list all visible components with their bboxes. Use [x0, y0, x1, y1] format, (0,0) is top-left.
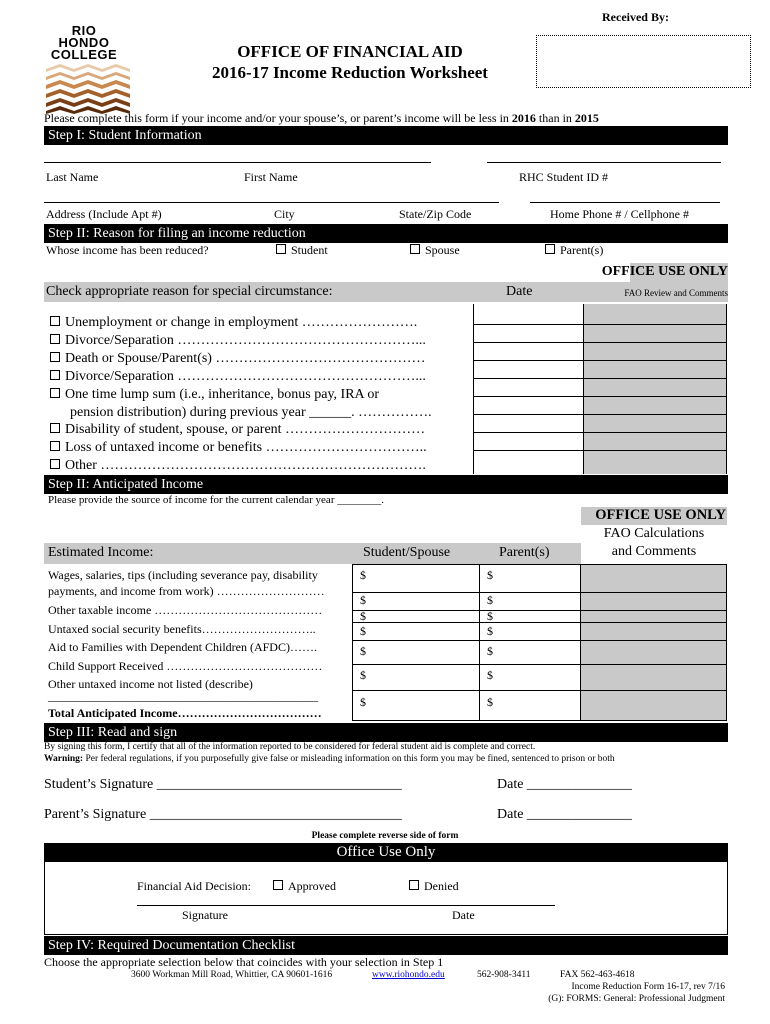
check-reason-label: Check appropriate reason for special circumstance: — [46, 284, 333, 299]
option-spouse[interactable]: Spouse — [410, 243, 460, 258]
student-date-line[interactable]: Date _______________ — [497, 777, 632, 792]
student-spouse-col: Student/Spouse — [363, 545, 451, 560]
reason-checkbox[interactable] — [50, 388, 60, 398]
student-wages-field[interactable]: $ — [360, 568, 366, 582]
warning-text: Warning: Per federal regulations, if you purposefully give false or misleading information on this form you may be fined, sentenced to prison or both — [44, 754, 615, 764]
income-row-labels — [48, 567, 348, 704]
phone-label: Home Phone # / Cellphone # — [550, 207, 689, 221]
parent-afdc-field[interactable]: $ — [487, 624, 493, 638]
worksheet-title: 2016-17 Income Reduction Worksheet — [212, 63, 488, 82]
received-by-label: Received By: — [602, 10, 669, 24]
option-parents[interactable]: Parent(s) — [545, 243, 603, 258]
parents-col: Parent(s) — [499, 545, 550, 560]
footer-address: 3600 Workman Mill Road, Whittier, CA 90601-1616 — [131, 970, 333, 980]
reason-lump-sum-continued: pension distribution) during previous year ______. ……………. — [70, 404, 432, 420]
income-wages-cont: payments, and income from work) ……………………… — [48, 584, 325, 598]
parent-wages-field[interactable]: $ — [487, 568, 493, 582]
office-signature-label: Signature — [182, 908, 228, 922]
reason-other[interactable]: Other ……………………………………………………………. — [50, 457, 470, 475]
student-checkbox[interactable] — [276, 244, 286, 254]
reason-checkbox[interactable] — [50, 459, 60, 469]
office-signature-line[interactable] — [137, 905, 555, 906]
reasons-list — [50, 314, 470, 475]
reason-office-grid — [473, 304, 727, 474]
logo-line-2: HONDO — [58, 35, 110, 50]
income-wages: Wages, salaries, tips (including severance pay, disability — [48, 568, 318, 582]
city-label: City — [274, 207, 295, 221]
parent-signature-line[interactable]: Parent’s Signature ____________________________________ — [44, 807, 402, 822]
reason-divorce-1[interactable]: Divorce/Separation ……………………………………………... — [50, 332, 470, 350]
income-other-untaxed: Other untaxed income not listed (describe) — [48, 677, 253, 691]
date-col-label: Date — [506, 284, 533, 299]
reason-checkbox[interactable] — [50, 352, 60, 362]
reverse-side-note: Please complete reverse side of form — [311, 831, 459, 841]
parent-social-security-field[interactable]: $ — [487, 609, 493, 623]
last-first-name-line[interactable] — [44, 162, 431, 163]
reason-lump-sum[interactable]: One time lump sum (i.e., inheritance, bonus pay, IRA or — [50, 386, 470, 404]
decision-label: Financial Aid Decision: — [137, 879, 251, 893]
fao-review-label: FAO Review and Comments — [624, 288, 728, 298]
college-logo — [44, 25, 134, 115]
office-use-label-2: OFFICE USE ONLY — [595, 507, 726, 523]
step4-header: Step IV: Required Documentation Checklist — [44, 936, 728, 955]
received-by-box[interactable] — [536, 35, 751, 88]
income-other-taxable: Other taxable income …………………………………… — [48, 603, 323, 617]
step4-subtitle: Choose the appropriate selection below that coincides with your selection in Step 1 — [44, 955, 444, 969]
income-child-support: Child Support Received ………………………………… — [48, 659, 323, 673]
total-income-label: Total Anticipated Income……………………………… — [48, 706, 322, 720]
student-other-untaxed-field[interactable]: $ — [360, 668, 366, 682]
logo-line-1: RIO — [71, 23, 97, 38]
student-id-line[interactable] — [487, 162, 721, 163]
reason-checkbox[interactable] — [50, 370, 60, 380]
office-title: OFFICE OF FINANCIAL AID — [237, 42, 463, 61]
income-describe-line: _____________________________________________ — [48, 689, 318, 703]
approved-checkbox[interactable] — [273, 880, 283, 890]
step1-header: Step I: Student Information — [44, 126, 728, 145]
state-zip-label: State/Zip Code — [399, 207, 472, 221]
decision-denied[interactable]: Denied — [409, 879, 459, 894]
phone-line[interactable] — [530, 202, 720, 203]
student-child-support-field[interactable]: $ — [360, 644, 366, 658]
student-id-label: RHC Student ID # — [519, 170, 609, 184]
step3-header: Step III: Read and sign — [44, 723, 728, 742]
reason-checkbox[interactable] — [50, 334, 60, 344]
income-grid — [352, 564, 727, 720]
footer-phone: 562-908-3411 — [477, 970, 531, 980]
anticipated-prompt: Please provide the source of income for the current calendar year ________. — [48, 494, 384, 506]
student-signature-line[interactable]: Student’s Signature ___________________________________ — [44, 777, 402, 792]
student-social-security-field[interactable]: $ — [360, 609, 366, 623]
reason-unemployment[interactable]: Unemployment or change in employment ……………………. — [50, 314, 470, 332]
estimated-income-label: Estimated Income: — [48, 545, 154, 560]
footer-url[interactable] — [372, 970, 445, 980]
income-social-security: Untaxed social security benefits……………………….. — [48, 622, 316, 636]
logo-waves-icon — [44, 63, 134, 115]
website-link[interactable]: www.riohondo.edu — [372, 970, 445, 980]
last-name-label: Last Name — [46, 170, 99, 184]
fao-calc-label-2: and Comments — [611, 544, 697, 559]
fao-calc-label-1: FAO Calculations — [603, 526, 705, 541]
decision-approved[interactable]: Approved — [273, 879, 336, 894]
reason-disability[interactable]: Disability of student, spouse, or parent ………………………… — [50, 421, 470, 439]
denied-checkbox[interactable] — [409, 880, 419, 890]
office-use-box-header: Office Use Only — [44, 843, 728, 862]
footer-fax: FAX 562-463-4618 — [560, 970, 635, 980]
spouse-checkbox[interactable] — [410, 244, 420, 254]
anticipated-header: Step II: Anticipated Income — [44, 475, 728, 494]
logo-line-3: COLLEGE — [50, 47, 118, 62]
whose-income-label: Whose income has been reduced? — [46, 243, 209, 257]
reason-checkbox[interactable] — [50, 423, 60, 433]
reason-death[interactable]: Death or Spouse/Parent(s) ……………………………………… — [50, 350, 470, 368]
parent-child-support-field[interactable]: $ — [487, 644, 493, 658]
address-label: Address (Include Apt #) — [46, 207, 162, 221]
instruction-text: Please complete this form if your income and/or your spouse’s, or parent’s income will be less in 2016 than in 2015 — [44, 111, 599, 125]
income-afdc: Aid to Families with Dependent Children (AFDC)……. — [48, 640, 317, 654]
office-date-label: Date — [452, 908, 475, 922]
parent-total-field[interactable]: $ — [487, 695, 493, 709]
footer-path: (G): FORMS: General: Professional Judgment — [548, 994, 725, 1004]
student-total-field[interactable]: $ — [360, 695, 366, 709]
student-afdc-field[interactable]: $ — [360, 624, 366, 638]
reason-header-area — [44, 262, 728, 302]
step2-header: Step II: Reason for filing an income reduction — [44, 224, 728, 243]
parents-checkbox[interactable] — [545, 244, 555, 254]
reason-checkbox[interactable] — [50, 316, 60, 326]
office-use-label: OFFICE USE ONLY — [601, 264, 728, 279]
address-line[interactable] — [44, 202, 499, 203]
first-name-label: First Name — [244, 170, 298, 184]
parent-date-line[interactable]: Date _______________ — [497, 807, 632, 822]
parent-other-untaxed-field[interactable]: $ — [487, 668, 493, 682]
parent-other-taxable-field[interactable]: $ — [487, 593, 493, 607]
certify-text: By signing this form, I certify that all of the information reported to be considered for federal student aid is complete and correct. — [44, 742, 536, 752]
reason-checkbox[interactable] — [50, 441, 60, 451]
footer-form-id: Income Reduction Form 16-17, rev 7/16 — [571, 982, 725, 992]
student-other-taxable-field[interactable]: $ — [360, 593, 366, 607]
option-student[interactable]: Student — [276, 243, 328, 258]
reason-divorce-2[interactable]: Divorce/Separation ……………………………………………... — [50, 368, 470, 386]
reason-untaxed-loss[interactable]: Loss of untaxed income or benefits …………………………….. — [50, 439, 470, 457]
